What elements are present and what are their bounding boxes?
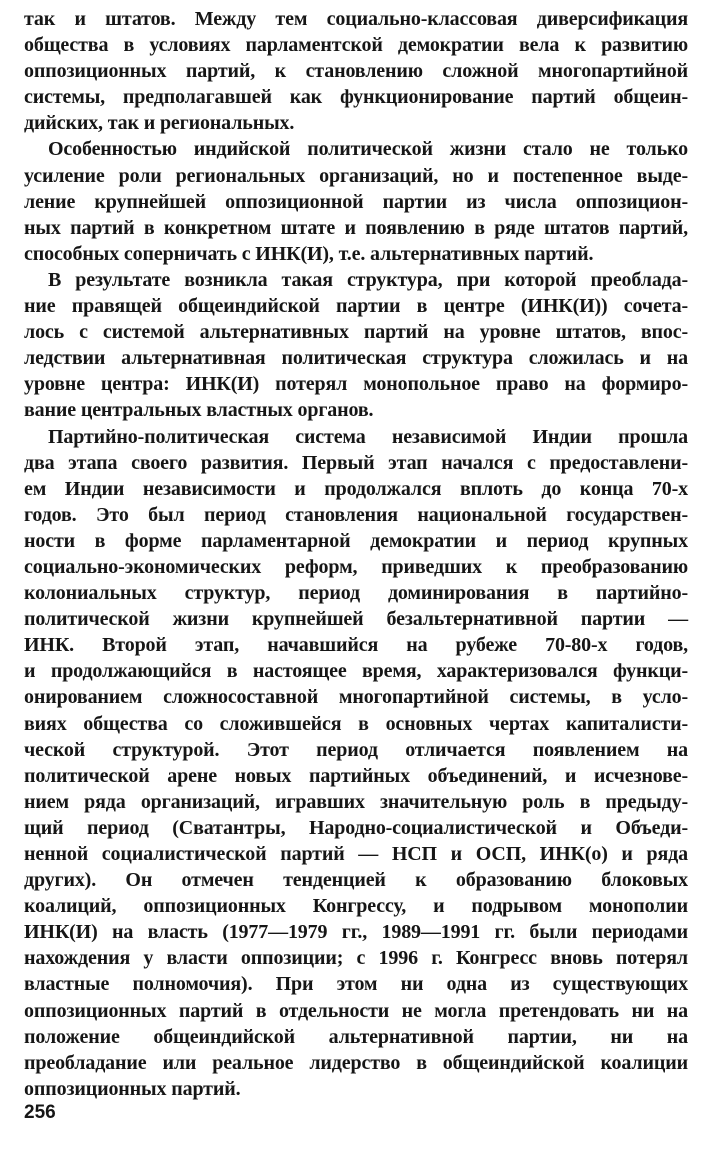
- text-line: коалиций, оппозиционных Конгрессу, и подрывом монополии: [24, 895, 688, 918]
- text-line: дийских, так и региональных.: [24, 112, 295, 135]
- text-line: лось с системой альтернативных партий на уровне штатов, впос-: [24, 321, 688, 344]
- text-line: вание центральных властных органов.: [24, 399, 374, 422]
- text-line: положение общеиндийской альтернативной партии, ни на: [24, 1025, 688, 1048]
- text-line: ИНК(И) на власть (1977—1979 гг., 1989—1991 гг. были периодами: [24, 921, 688, 944]
- text-line: виях общества со сложившейся в основных чертах капиталисти-: [24, 712, 688, 735]
- text-line: ИНК. Второй этап, начавшийся на рубеже 70-80-х годов,: [24, 634, 688, 657]
- text-line: онированием сложносоставной многопартийной системы, в усло-: [24, 686, 688, 709]
- text-line: ление крупнейшей оппозиционной партии из числа оппозицион-: [24, 190, 688, 213]
- text-line: ных партий в конкретном штате и появлению в ряде штатов партий,: [24, 216, 688, 239]
- text-line: два этапа своего развития. Первый этап начался с предоставлени-: [24, 451, 688, 474]
- text-line: оппозиционных партий.: [24, 1077, 241, 1100]
- text-line: системы, предполагавшей как функционирование партий общеин-: [24, 86, 688, 109]
- text-line: усиление роли региональных организаций, но и постепенное выде-: [24, 164, 688, 187]
- paragraph: [24, 267, 688, 424]
- text-line: способных соперничать с ИНК(И), т.е. альтернативных партий.: [24, 242, 594, 265]
- text-line: общества в условиях парламентской демократии вела к развитию: [24, 34, 688, 57]
- text-line: щий период (Сватантры, Народно-социалистической и Объеди-: [24, 816, 688, 839]
- text-line: ем Индии независимости и продолжался вплоть до конца 70-х: [24, 477, 688, 500]
- page-number: 256: [24, 1102, 56, 1123]
- text-line: других). Он отмечен тенденцией к образованию блоковых: [24, 869, 688, 892]
- text-line: и продолжающийся в настоящее время, характеризовался функци-: [24, 660, 688, 683]
- text-line: Особенностью индийской политической жизни стало не только: [48, 138, 688, 161]
- text-line: ности в форме парламентарной демократии и период крупных: [24, 529, 688, 552]
- text-line: В результате возникла такая структура, при которой преоблада-: [48, 268, 688, 291]
- text-line: политической арене новых партийных объединений, и исчезнове-: [24, 764, 688, 787]
- text-line: колониальных структур, период доминирования в партийно-: [24, 582, 688, 605]
- text-line: ненной социалистической партий — НСП и ОСП, ИНК(о) и ряда: [24, 843, 688, 865]
- text-line: преобладание или реальное лидерство в общеиндийской коалиции: [24, 1051, 688, 1074]
- paragraph: [24, 136, 688, 266]
- text-line: ледствии альтернативная политическая структура сложилась и на: [24, 347, 688, 370]
- text-line: ческой структурой. Этот период отличается появлением на: [24, 738, 688, 761]
- text-line: так и штатов. Между тем социально-классовая диверсификация: [24, 8, 688, 30]
- text-line: нахождения у власти оппозиции; с 1996 г. Конгресс вновь потерял: [24, 947, 688, 970]
- text-line: ние правящей общеиндийской партии в центре (ИНК(И)) сочета-: [24, 295, 688, 318]
- text-line: уровне центра: ИНК(И) потерял монопольное право на формиро-: [24, 373, 688, 396]
- text-line: властные полномочия). При этом ни одна из существующих: [24, 973, 688, 996]
- text-line: годов. Это был период становления национальной государствен-: [24, 503, 688, 526]
- text-line: Партийно-политическая система независимой Индии прошла: [48, 425, 688, 448]
- text-line: социально-экономических реформ, приведших к преобразованию: [24, 555, 688, 578]
- text-line: нием ряда организаций, игравших значительную роль в предыду-: [24, 790, 688, 813]
- paragraph: [24, 6, 688, 136]
- text-line: оппозиционных партий, к становлению сложной многопартийной: [24, 60, 688, 83]
- paragraph: [24, 424, 688, 1102]
- text-line: политической жизни крупнейшей безальтернативной партии —: [24, 608, 688, 631]
- page-body: [24, 6, 688, 1102]
- text-line: оппозиционных партий в отдельности не могла претендовать ни на: [24, 999, 688, 1022]
